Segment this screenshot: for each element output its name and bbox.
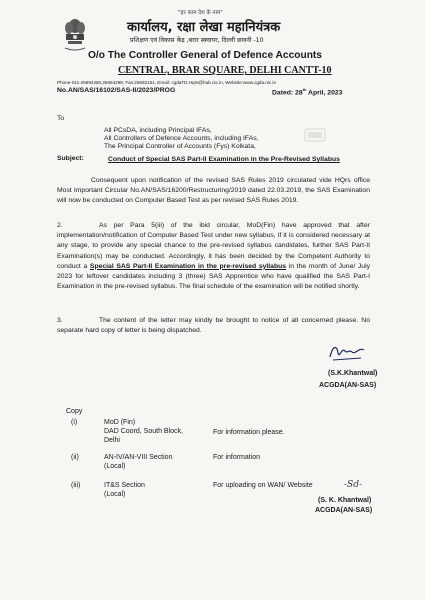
office-address: CENTRAL, BRAR SQUARE, DELHI CANTT-10 [118,65,332,76]
signatory-designation: ACGDA(AN-SAS) [315,507,373,514]
paragraph-2-text-a: As per Para 5(iii) of the ibid circular, MoD(Fin) have approved that after implementation/notification of Computer Based Test under new syllabus, if it is considered necessary at any stage, to provide any special chance to the pre-revised syllabus candidates, further SAS Part-II Examination(s) may be conducted. Accordingly, it has been decided by the Competent Authority to conduct a [57,222,370,270]
paragraph-1-text: Consequent upon notification of the revised SAS Rules 2019 circulated vide HQrs office Most Important Circular No.AN/SAS/16200/Restructuring/2019 dated 22.03.2019, the SAS Examination will now be conducted on Computer Based Test as per revised SAS Rules 2019. [57,177,370,205]
copy-item-purpose: For information please. [213,429,285,436]
handwritten-signature [327,341,367,363]
letter-date [272,87,342,96]
motto: "हर काम देश के नाम" [178,10,223,16]
copy-item-addressee: Delhi [104,437,120,444]
signatory-designation: ACGDA(AN-SAS) [319,382,377,389]
date-day-suffix: th [302,87,307,92]
hindi-office-address: प्रशिक्षण एवं विकास केंद्र ,बरार स्क्वायर, दिल्ली छावनी -10 [130,37,264,44]
copy-label: Copy [66,408,83,415]
dated-label: Dated: [272,89,294,97]
contact-line: Phone-011-25694260,25694298, Fax:25682151, Email: cgdaTD.Hqrs@hub.nic.in, Website:www.cgda.nic.in [57,80,277,85]
copy-item-addressee: IT&S Section [104,482,145,489]
addressee-line: All Controllers of Defence Accounts, including IFAs, [104,135,259,142]
national-emblem-icon [60,16,90,56]
copy-item-number: (iii) [71,482,81,489]
paragraph-2-number: 2. [57,222,63,229]
to-label: To [57,115,65,122]
paragraph-1 [57,176,370,207]
copy-item-addressee: AN-IV/AN-VIII Section [104,454,173,461]
signatory-name: (S. K. Khantwal) [318,497,372,504]
addressee-line: All PCsDA, including Principal IFAs, [104,127,212,134]
paragraph-3-text: The content of the letter may kindly be brought to notice of all concerned please. No separate hard copy of letter is being dispatched. [57,317,370,335]
sd-mark: -Sd- [344,480,363,490]
paragraph-2-text-b: in the month of June/ July 2023 for leftover candidates including 3 (three) SAS Apprentice who have qualified the SAS Part-I Examination in the pre-revised syllabus. The final schedule of the examination will be notified shortly. [57,262,370,291]
copy-item-addressee: MoD (Fin) [104,419,136,426]
copy-item-purpose: For information [213,454,261,461]
subject-text: Conduct of Special SAS Part-II Examination in the Pre-Revised Syllabus [108,156,340,163]
copy-item-purpose: For uploading on WAN/ Website [213,482,313,489]
paragraph-3 [57,316,370,336]
copy-item-number: (i) [71,419,78,426]
paragraph-2-emphasis: Special SAS Part-II Examination in the pre-revised syllabus [89,262,287,270]
copy-item-number: (ii) [71,454,79,461]
reference-number: No.AN/SAS/16102/SAS-II/2023/PROG [57,87,176,94]
addressee-line: The Principal Controller of Accounts (Fys) Kolkata, [104,143,256,150]
hindi-office-title: कार्यालय, रक्षा लेखा महानियंत्रक [127,20,281,35]
paragraph-3-number: 3. [57,317,63,324]
date-rest: April, 2023 [308,89,343,97]
faint-stamp-icon [304,128,326,142]
office-name: O/o The Controller General of Defence Accounts [88,50,322,61]
copy-item-addressee: (Local) [104,491,126,498]
date-day: 28 [295,89,303,97]
copy-item-addressee: (Local) [104,463,126,470]
signatory-name: (S.K.Khantwal) [328,370,378,377]
copy-item-addressee: DAD Coord, South Block, [104,428,183,435]
paragraph-2 [57,221,370,292]
subject-label: Subject: [57,155,84,162]
